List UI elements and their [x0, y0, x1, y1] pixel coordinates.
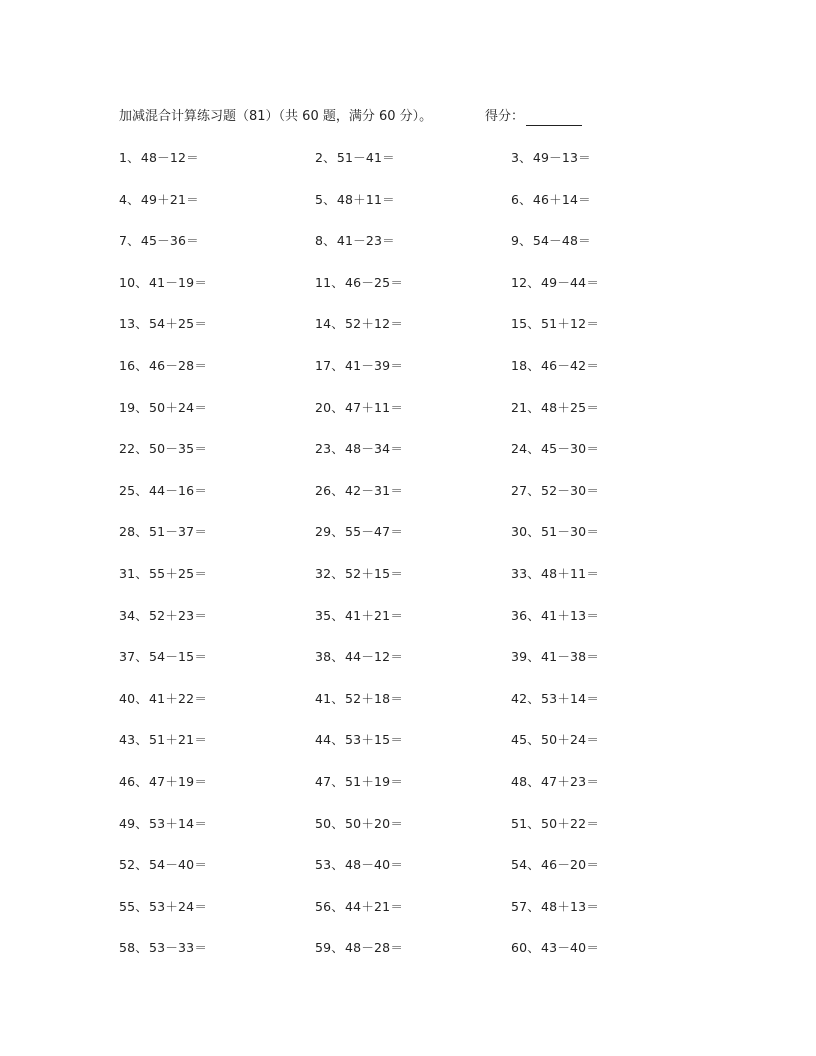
problem-number: 40、 — [119, 690, 149, 706]
problem-number: 14、 — [315, 316, 345, 332]
problem-item — [511, 357, 639, 399]
problem-number: 39、 — [511, 649, 541, 665]
problem-item — [119, 523, 315, 565]
problem-item — [511, 191, 639, 233]
problem-number: 10、 — [119, 274, 149, 290]
problem-expression: 49－44＝ — [541, 274, 600, 290]
problem-item — [511, 523, 639, 565]
problem-item — [119, 565, 315, 607]
problem-item — [315, 357, 511, 399]
problem-number: 33、 — [511, 565, 541, 581]
problem-expression: 53＋14＝ — [541, 690, 600, 706]
problem-item — [119, 191, 315, 233]
problem-number: 13、 — [119, 316, 149, 332]
problem-item — [119, 482, 315, 524]
problem-number: 3、 — [511, 150, 532, 165]
problem-item — [315, 856, 511, 898]
problem-item — [119, 648, 315, 690]
problem-expression: 41－23＝ — [336, 233, 395, 249]
problem-number: 34、 — [119, 607, 149, 623]
problem-expression: 51＋12＝ — [541, 316, 600, 332]
problem-item — [511, 315, 639, 357]
problem-item — [511, 856, 639, 898]
problem-expression: 54－48＝ — [532, 233, 591, 249]
problem-expression: 41－38＝ — [541, 649, 600, 665]
problem-number: 8、 — [315, 233, 336, 249]
problem-expression: 48－28＝ — [345, 940, 404, 956]
problem-item — [119, 856, 315, 898]
problem-number: 54、 — [511, 857, 541, 873]
problem-item — [315, 191, 511, 233]
problem-expression: 48＋13＝ — [541, 898, 600, 914]
problem-number: 19、 — [119, 399, 149, 415]
problem-expression: 50＋20＝ — [345, 815, 404, 831]
problem-item — [119, 607, 315, 649]
problem-expression: 46＋14＝ — [532, 191, 591, 207]
problem-item — [119, 274, 315, 316]
problem-item — [119, 149, 315, 191]
problem-expression: 51＋19＝ — [345, 773, 404, 789]
problem-number: 55、 — [119, 898, 149, 914]
problem-expression: 48－12＝ — [140, 150, 199, 165]
problem-expression: 46－28＝ — [149, 357, 208, 373]
problem-item — [119, 731, 315, 773]
problem-number: 5、 — [315, 191, 336, 207]
problem-number: 25、 — [119, 482, 149, 498]
problem-item — [119, 898, 315, 940]
problem-item — [511, 482, 639, 524]
problem-expression: 54－15＝ — [149, 649, 208, 665]
problem-item — [315, 274, 511, 316]
problem-item — [511, 773, 639, 815]
problem-number: 52、 — [119, 857, 149, 873]
problem-expression: 50＋24＝ — [541, 732, 600, 748]
problem-item — [315, 399, 511, 441]
problem-expression: 41＋21＝ — [345, 607, 404, 623]
problem-expression: 45－30＝ — [541, 441, 600, 457]
problem-item — [511, 440, 639, 482]
problem-expression: 50－35＝ — [149, 441, 208, 457]
problem-number: 11、 — [315, 274, 345, 290]
problem-item — [119, 815, 315, 857]
problem-expression: 47＋11＝ — [345, 399, 404, 415]
problem-expression: 53＋24＝ — [149, 898, 208, 914]
problem-number: 24、 — [511, 441, 541, 457]
problem-number: 57、 — [511, 898, 541, 914]
problem-number: 26、 — [315, 482, 345, 498]
problem-expression: 52－30＝ — [541, 482, 600, 498]
problem-expression: 51＋21＝ — [149, 732, 208, 748]
problem-item — [511, 274, 639, 316]
problem-expression: 42－31＝ — [345, 482, 404, 498]
problem-item — [119, 315, 315, 357]
problem-expression: 46－25＝ — [345, 274, 404, 290]
problem-expression: 48＋25＝ — [541, 399, 600, 415]
problem-item — [315, 731, 511, 773]
problem-number: 51、 — [511, 815, 541, 831]
problem-item — [511, 731, 639, 773]
problem-item — [511, 399, 639, 441]
worksheet-title: 加减混合计算练习题（81）（共 60 题，满分 60 分）。 — [119, 109, 433, 124]
problem-item — [119, 690, 315, 732]
problem-number: 29、 — [315, 524, 345, 540]
problem-expression: 54－40＝ — [149, 857, 208, 873]
problem-expression: 52＋18＝ — [345, 690, 404, 706]
problem-item — [511, 565, 639, 607]
problem-expression: 43－40＝ — [541, 940, 600, 956]
problem-number: 42、 — [511, 690, 541, 706]
problem-item — [119, 440, 315, 482]
problem-number: 27、 — [511, 482, 541, 498]
problem-expression: 47＋19＝ — [149, 773, 208, 789]
problem-expression: 47＋23＝ — [541, 773, 600, 789]
problem-expression: 53＋15＝ — [345, 732, 404, 748]
problem-expression: 41＋22＝ — [149, 690, 208, 706]
problem-expression: 51－30＝ — [541, 524, 600, 540]
problem-number: 4、 — [119, 191, 140, 207]
problem-expression: 48＋11＝ — [541, 565, 600, 581]
problem-expression: 51－37＝ — [149, 524, 208, 540]
problem-expression: 50＋22＝ — [541, 815, 600, 831]
problem-number: 45、 — [511, 732, 541, 748]
problem-item — [315, 523, 511, 565]
problem-number: 16、 — [119, 357, 149, 373]
problem-expression: 50＋24＝ — [149, 399, 208, 415]
problem-expression: 41－19＝ — [149, 274, 208, 290]
problem-expression: 52＋23＝ — [149, 607, 208, 623]
problem-item — [511, 815, 639, 857]
problem-number: 37、 — [119, 649, 149, 665]
problem-expression: 54＋25＝ — [149, 316, 208, 332]
problem-number: 12、 — [511, 274, 541, 290]
problem-expression: 52＋12＝ — [345, 316, 404, 332]
problem-number: 48、 — [511, 773, 541, 789]
problem-item — [511, 898, 639, 940]
problem-item — [119, 773, 315, 815]
problem-item — [119, 399, 315, 441]
problem-number: 20、 — [315, 399, 345, 415]
problem-grid — [119, 149, 639, 981]
problem-expression: 44－12＝ — [345, 649, 404, 665]
problem-item — [511, 232, 639, 274]
problem-number: 36、 — [511, 607, 541, 623]
problem-number: 32、 — [315, 565, 345, 581]
problem-expression: 52＋15＝ — [345, 565, 404, 581]
problem-expression: 53＋14＝ — [149, 815, 208, 831]
problem-item — [119, 232, 315, 274]
problem-number: 44、 — [315, 732, 345, 748]
problem-expression: 53－33＝ — [149, 940, 208, 956]
problem-number: 31、 — [119, 565, 149, 581]
problem-item — [511, 648, 639, 690]
problem-item — [315, 815, 511, 857]
problem-number: 46、 — [119, 773, 149, 789]
problem-number: 30、 — [511, 524, 541, 540]
problem-item — [315, 773, 511, 815]
problem-expression: 44＋21＝ — [345, 898, 404, 914]
score-field — [485, 108, 582, 126]
problem-expression: 49＋21＝ — [140, 191, 199, 207]
problem-item — [315, 690, 511, 732]
problem-number: 53、 — [315, 857, 345, 873]
problem-number: 47、 — [315, 773, 345, 789]
problem-expression: 41＋13＝ — [541, 607, 600, 623]
problem-number: 28、 — [119, 524, 149, 540]
score-blank-line — [526, 111, 582, 126]
problem-item — [315, 440, 511, 482]
problem-expression: 51－41＝ — [336, 150, 395, 165]
problem-item — [315, 898, 511, 940]
problem-item — [511, 149, 639, 191]
problem-number: 9、 — [511, 233, 532, 249]
problem-item — [315, 482, 511, 524]
problem-item — [119, 357, 315, 399]
problem-number: 23、 — [315, 441, 345, 457]
problem-number: 2、 — [315, 150, 336, 165]
problem-expression: 49－13＝ — [532, 150, 591, 165]
problem-number: 49、 — [119, 815, 149, 831]
problem-number: 21、 — [511, 399, 541, 415]
problem-item — [119, 939, 315, 981]
problem-number: 50、 — [315, 815, 345, 831]
problem-number: 35、 — [315, 607, 345, 623]
worksheet-header — [119, 108, 599, 128]
problem-expression: 44－16＝ — [149, 482, 208, 498]
problem-expression: 55＋25＝ — [149, 565, 208, 581]
problem-item — [315, 648, 511, 690]
problem-item — [511, 607, 639, 649]
problem-item — [511, 690, 639, 732]
problem-expression: 41－39＝ — [345, 357, 404, 373]
problem-number: 38、 — [315, 649, 345, 665]
problem-item — [315, 232, 511, 274]
problem-expression: 45－36＝ — [140, 233, 199, 249]
problem-expression: 46－20＝ — [541, 857, 600, 873]
problem-expression: 48＋11＝ — [336, 191, 395, 207]
problem-number: 41、 — [315, 690, 345, 706]
problem-number: 17、 — [315, 357, 345, 373]
problem-item — [315, 315, 511, 357]
problem-expression: 48－34＝ — [345, 441, 404, 457]
problem-expression: 48－40＝ — [345, 857, 404, 873]
score-label: 得分： — [485, 109, 525, 124]
problem-number: 7、 — [119, 233, 140, 249]
problem-expression: 55－47＝ — [345, 524, 404, 540]
problem-number: 6、 — [511, 191, 532, 207]
problem-item — [315, 565, 511, 607]
problem-number: 18、 — [511, 357, 541, 373]
problem-item — [315, 149, 511, 191]
problem-number: 60、 — [511, 940, 541, 956]
problem-number: 58、 — [119, 940, 149, 956]
problem-number: 43、 — [119, 732, 149, 748]
problem-item — [315, 939, 511, 981]
problem-number: 1、 — [119, 150, 140, 165]
problem-expression: 46－42＝ — [541, 357, 600, 373]
problem-number: 56、 — [315, 898, 345, 914]
problem-item — [511, 939, 639, 981]
problem-item — [315, 607, 511, 649]
problem-number: 59、 — [315, 940, 345, 956]
problem-number: 22、 — [119, 441, 149, 457]
problem-number: 15、 — [511, 316, 541, 332]
